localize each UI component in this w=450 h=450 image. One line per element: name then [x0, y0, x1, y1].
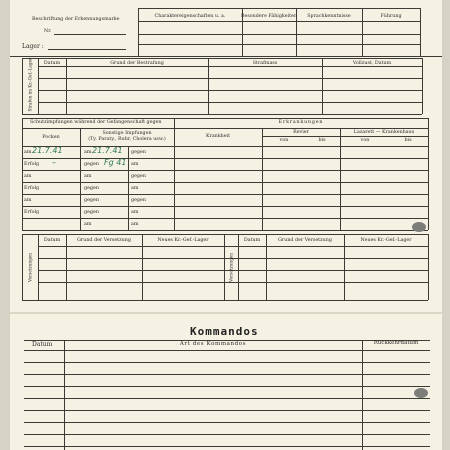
hospital-from: von [360, 138, 370, 143]
penalty-executed-header: Vollzust, Datum [352, 61, 392, 66]
smallpox-am-label-2: am [24, 174, 32, 179]
other-gegen-label-7: gegen [131, 198, 146, 203]
record-card-back [10, 0, 442, 450]
command-type-header: Art des Kommandos [179, 341, 247, 347]
infirmary-header: Revier [293, 130, 309, 135]
transfer-new-camp-header-2: Neues Kr.-Gef.-Lager [360, 238, 412, 243]
languages-header: Sprachkenntnisse [307, 14, 351, 19]
kommandos-title: Kommandos [190, 325, 259, 338]
smallpox-erfolg-label-3: Erfolg [24, 210, 40, 215]
other-am-label-3: am [84, 222, 92, 227]
handwritten-smallpox-result: – [52, 158, 56, 167]
punch-hole-lower [414, 388, 428, 398]
transfer-new-camp-header: Neues Kr.-Gef.-Lager [157, 238, 209, 243]
handwritten-smallpox-date: 21.7.41 [32, 146, 63, 155]
transfer-reason-header-2: Grund der Versetzung [278, 238, 332, 243]
smallpox-erfolg-label: Erfolg [24, 162, 40, 167]
smallpox-header: Pocken [42, 135, 60, 140]
return-date-header: Rückkehrdatum [373, 340, 419, 346]
infirmary-to: bis [318, 138, 326, 143]
other-gegen-label-6: gegen [131, 174, 146, 179]
special-abilities-header: Besondere Fähigkeiten [240, 14, 298, 19]
tag-number-label: Nr. [44, 29, 52, 34]
transfers-side-label-2: Versetzungen [228, 253, 234, 282]
hospital-to: bis [404, 138, 412, 143]
other-gegen-label-5: gegen [131, 150, 146, 155]
other-vaccinations-header: Sonstige Impfungen [102, 131, 152, 136]
transfer-date-header: Datum [43, 238, 61, 243]
other-am-label-5: am [131, 186, 139, 191]
penalty-date-header: Datum [43, 61, 61, 66]
tag-inscription-label: Beschriftung der Erkennungsmarke [32, 17, 120, 22]
hospital-header: Lazarett — Krankenhaus [353, 130, 415, 135]
other-am-label-6: am [131, 210, 139, 215]
smallpox-erfolg-label-2: Erfolg [24, 186, 40, 191]
other-vaccinations-subheader: (Ty. Paraty., Ruhr, Cholera usw.) [88, 137, 166, 142]
other-gegen-label-4: gegen [84, 210, 99, 215]
other-am-label-4: am [131, 162, 139, 167]
transfer-date-header-2: Datum [243, 238, 261, 243]
vaccinations-header: Schutzimpfungen während der Gefangenschaft gegen [30, 120, 162, 125]
handwritten-other-date: 21.7.41 [92, 146, 123, 155]
penalties-side-label: Strafen im Kr.-Gef.-Lager [27, 57, 33, 112]
camp-label: Lager : [22, 43, 44, 50]
other-am-label: am [84, 150, 92, 155]
illness-header: Krankheit [205, 134, 231, 139]
handwritten-other-against: Fg 41 [104, 158, 127, 167]
punch-hole-upper [412, 222, 426, 232]
command-date-header: Datum [32, 341, 53, 348]
infirmary-from: von [279, 138, 289, 143]
transfers-side-label: Versetzungen [27, 253, 33, 282]
illnesses-header: Erkrankungen [278, 120, 324, 125]
other-am-label-7: am [131, 222, 139, 227]
smallpox-am-label-3: am [24, 198, 32, 203]
penalty-reason-header: Grund der Bestrafung [110, 61, 164, 66]
other-gegen-label-3: gegen [84, 198, 99, 203]
character-traits-header: Charaktereigenschaften u. a. [154, 14, 226, 19]
transfer-reason-header: Grund der Versetzung [77, 238, 131, 243]
penalty-measure-header: Strafmass [252, 61, 278, 66]
other-am-label-2: am [84, 174, 92, 179]
other-gegen-label: gegen [84, 162, 99, 167]
smallpox-am-label: am [24, 150, 32, 155]
other-gegen-label-2: gegen [84, 186, 99, 191]
conduct-header: Führung [380, 14, 402, 19]
